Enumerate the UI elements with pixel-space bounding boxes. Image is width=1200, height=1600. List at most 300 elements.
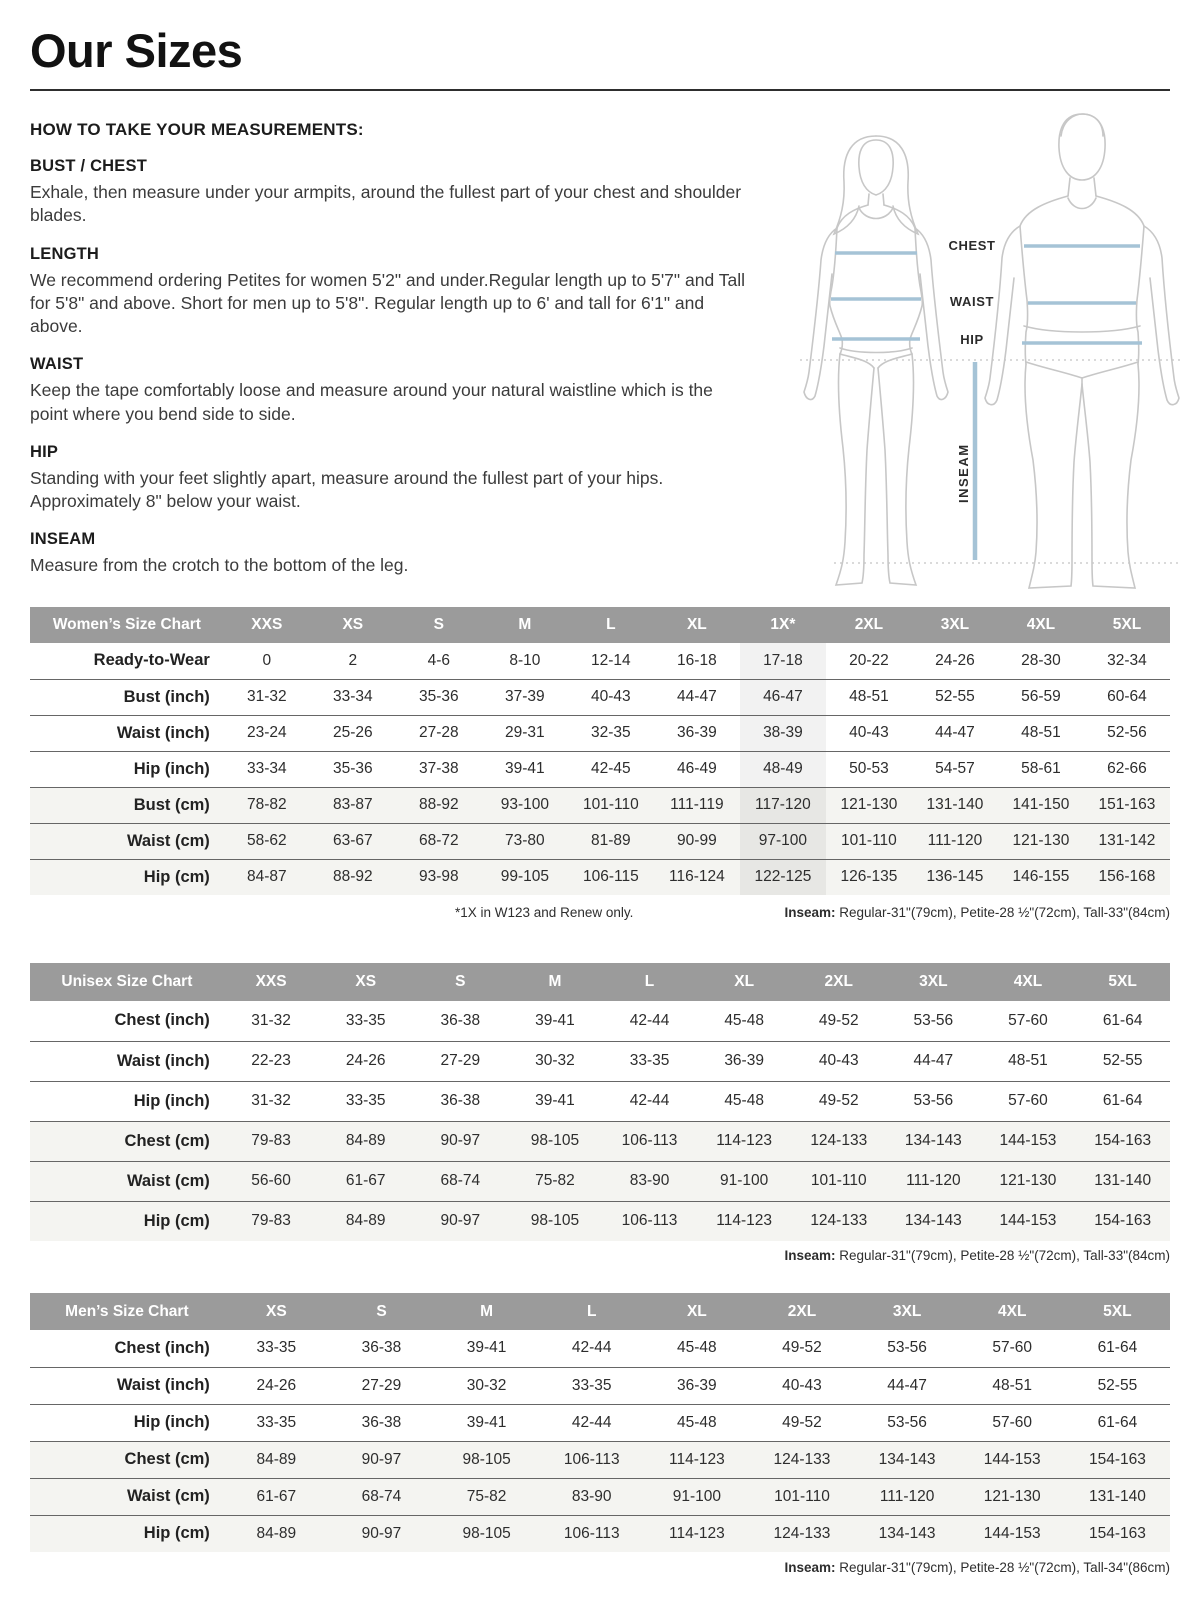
size-cell: 45-48 [724,1011,764,1029]
size-table [30,607,1170,895]
size-cell: 114-123 [668,1524,725,1542]
size-cell: 44-47 [677,688,717,705]
size-cell: 121-130 [999,1172,1057,1189]
size-cell: 37-39 [505,688,545,705]
size-cell: 98-105 [530,1212,580,1230]
column-header: XL [644,1293,749,1330]
size-table [30,963,1170,1241]
size-cell: 58-61 [1021,760,1061,777]
size-cell: 24-26 [256,1376,297,1394]
size-cell: 28-30 [1021,651,1061,669]
size-cell: 16-18 [677,651,717,669]
size-cell: 111-120 [927,832,983,849]
man-shoulder-left [1020,196,1068,226]
section-title: WAIST [30,355,84,374]
table-row [30,643,1170,679]
size-cell: 2 [348,651,358,669]
size-cell: 33-34 [332,688,373,705]
size-cell: 156-168 [1098,868,1156,886]
inseam-label: INSEAM [956,443,971,503]
column-header: M [482,607,568,643]
size-cell: 134-143 [878,1524,936,1542]
section-body: Keep the tape comfortably loose and measure around your natural waistline which is the point where you bend side to side. [30,380,713,424]
size-cell: 99-105 [500,868,549,886]
column-header: XL [654,607,740,643]
size-cell: 114-123 [668,1450,725,1468]
table-row [30,1201,1170,1241]
size-cell: 84-89 [345,1132,386,1149]
row-label: Chest (inch) [114,1338,210,1357]
size-cell: 98-105 [462,1450,511,1468]
size-cell: 31-32 [246,688,287,705]
size-cell: 131-140 [1094,1172,1152,1189]
size-cell: 23-24 [246,724,287,741]
section-title: HIP [30,442,59,461]
woman-neckline [859,208,893,219]
size-cell: 84-89 [256,1450,297,1468]
size-cell: 56-60 [251,1172,291,1189]
size-cell: 141-150 [1012,796,1070,813]
header-row [30,1293,1170,1330]
woman-briefs [840,354,912,368]
size-cell: 134-143 [904,1132,962,1149]
size-cell: 114-123 [716,1132,773,1149]
woman-briefs-top [840,348,912,353]
size-cell: 20-22 [849,651,889,669]
size-cell: 124-133 [773,1450,831,1468]
size-cell: 40-43 [849,724,889,741]
table-row [30,1041,1170,1081]
row-label: Ready-to-Wear [93,651,210,670]
size-cell: 134-143 [904,1212,962,1230]
size-cell: 154-163 [1094,1212,1152,1230]
size-cell: 37-38 [419,760,459,777]
row-label: Chest (cm) [124,1131,210,1150]
size-cell: 106-113 [621,1212,678,1230]
size-cell: 124-133 [810,1212,868,1230]
size-cell: 81-89 [591,832,631,849]
size-cell: 62-66 [1107,760,1147,777]
inseam-note-label: Inseam: [784,1560,836,1575]
section-waist [30,355,752,426]
column-header: S [329,1293,434,1330]
size-cell: 17-18 [740,643,826,679]
row-label: Hip (cm) [143,867,210,886]
size-cell: 45-48 [677,1339,717,1357]
size-cell: 154-163 [1094,1132,1152,1149]
man-arm-right [1144,226,1179,405]
size-cell: 154-163 [1088,1450,1146,1468]
size-cell: 46-49 [677,760,717,777]
size-cell: 106-113 [563,1524,620,1542]
size-cell: 48-51 [1008,1052,1048,1069]
size-cell: 33-35 [256,1339,297,1357]
size-cell: 101-110 [583,796,639,813]
table-title: Women’s Size Chart [30,607,224,643]
inseam-note-label: Inseam: [784,905,836,920]
size-cell: 151-163 [1098,796,1156,813]
size-cell: 73-80 [505,832,545,849]
womens-table-footnote [30,905,1170,920]
section-title: LENGTH [30,244,100,263]
table-row [30,823,1170,859]
size-cell: 88-92 [332,868,373,886]
size-cell: 121-130 [1012,832,1070,849]
size-cell: 91-100 [672,1487,721,1505]
size-cell: 25-26 [332,724,373,741]
row-label: Hip (inch) [133,759,210,778]
size-cell: 53-56 [913,1011,954,1029]
man-leg-right [1082,364,1139,588]
size-cell: 79-83 [251,1212,291,1230]
size-cell: 39-41 [505,760,545,777]
row-label: Hip (inch) [133,1413,210,1431]
column-header: 4XL [960,1293,1065,1330]
column-header: 2XL [791,963,886,1001]
row-label: Waist (inch) [116,723,210,742]
inseam-note-label: Inseam: [784,1248,836,1263]
size-cell: 44-47 [935,724,975,741]
column-header: 1X* [740,607,826,643]
row-label: Hip (cm) [143,1524,210,1543]
column-header: 5XL [1084,607,1170,643]
size-cell: 93-100 [500,796,549,813]
size-cell: 61-64 [1102,1092,1143,1109]
header-row [30,607,1170,643]
size-cell: 44-47 [913,1052,954,1069]
size-cell: 106-113 [563,1450,620,1468]
size-cell: 36-38 [440,1011,481,1029]
man-figure [985,114,1179,588]
size-cell: 61-67 [256,1487,297,1505]
table-row [30,787,1170,823]
column-header: L [539,1293,644,1330]
size-cell: 61-64 [1097,1339,1138,1357]
man-neckline [1068,198,1096,209]
column-header: L [568,607,654,643]
one-x-note: *1X in W123 and Renew only. [455,905,634,920]
column-header: XS [310,607,396,643]
section-inseam [30,530,752,577]
size-cell: 134-143 [878,1450,936,1468]
size-cell: 49-52 [782,1339,822,1357]
size-cell: 27-28 [419,724,459,741]
size-cell: 52-55 [1102,1052,1143,1069]
size-cell: 48-49 [740,751,826,787]
size-cell: 45-48 [724,1092,764,1109]
size-cell: 154-163 [1088,1524,1146,1542]
row-label: Waist (cm) [126,1487,210,1505]
section-title: BUST / CHEST [30,157,147,175]
column-header: L [602,963,697,1001]
column-header: S [396,607,482,643]
size-cell: 52-55 [1097,1376,1138,1394]
size-cell: 88-92 [419,796,459,813]
woman-face [859,140,893,195]
inseam-note-text: Regular-31"(79cm), Petite-28 ½"(72cm), Tall-34"(86cm) [835,1560,1170,1575]
section-body: Standing with your feet slightly apart, measure around the fullest part of your hips. Approximately 8" below your waist. [30,467,664,512]
table-row [30,751,1170,787]
size-cell: 63-67 [332,832,373,849]
column-header: 5XL [1075,963,1170,1001]
man-shoulder-right [1096,196,1144,226]
section-bust-chest [30,157,752,228]
size-cell: 68-72 [419,832,459,849]
size-cell: 44-47 [887,1376,927,1394]
section-length [30,245,752,339]
size-cell: 53-56 [887,1339,927,1357]
size-cell: 58-62 [246,832,287,849]
size-cell: 131-142 [1098,832,1156,849]
size-cell: 90-99 [677,832,717,849]
row-label: Waist (inch) [116,1051,210,1070]
size-cell: 35-36 [419,688,459,705]
size-cell: 39-41 [535,1092,575,1109]
woman-torso-right [910,228,923,354]
size-cell: 42-44 [571,1413,612,1431]
woman-torso-left [830,228,843,354]
woman-leg-right [878,354,916,585]
woman-leg-left [836,354,874,585]
size-cell: 40-43 [591,688,631,705]
section-body: Exhale, then measure under your armpits, around the fullest part of your chest and shoulder blades. [30,182,742,226]
table-title: Men’s Size Chart [30,1293,224,1330]
size-cell: 90-97 [361,1450,402,1468]
size-cell: 136-145 [926,868,984,886]
unisex-inseam-note [784,1248,1170,1263]
size-cell: 111-120 [879,1487,935,1505]
row-label: Bust (cm) [133,795,210,814]
size-cell: 111-120 [906,1172,961,1189]
table-row [30,1404,1170,1441]
size-cell: 83-90 [571,1487,612,1505]
table-row [30,1478,1170,1515]
size-cell: 131-140 [926,796,984,813]
table-row [30,1441,1170,1478]
size-cell: 36-38 [361,1339,402,1357]
man-hair [1061,114,1103,136]
size-cell: 106-115 [583,868,639,886]
row-label: Waist (inch) [116,1376,210,1394]
size-cell: 61-67 [345,1172,386,1189]
size-cell: 98-105 [530,1132,580,1149]
unisex-size-chart [30,963,1170,1241]
table-row [30,1001,1170,1041]
column-header: 5XL [1065,1293,1170,1330]
size-cell: 36-39 [677,724,717,741]
title-divider [30,89,1170,91]
size-cell: 30-32 [535,1052,575,1069]
size-cell: 42-45 [591,760,631,777]
size-cell: 91-100 [720,1172,769,1189]
size-table [30,1293,1170,1552]
size-cell: 116-124 [669,868,725,886]
size-cell: 36-39 [677,1376,717,1394]
size-cell: 42-44 [629,1092,670,1109]
row-label: Waist (cm) [126,1171,210,1190]
column-header: 3XL [886,963,981,1001]
section-title: INSEAM [30,530,96,549]
column-header: 4XL [981,963,1076,1001]
size-cell: 30-32 [466,1376,507,1394]
size-cell: 83-87 [332,796,373,813]
column-header: S [413,963,508,1001]
column-header: XS [224,1293,329,1330]
header-row [30,963,1170,1001]
size-cell: 39-41 [466,1413,507,1431]
table-row [30,859,1170,895]
size-cell: 35-36 [332,760,373,777]
table-title: Unisex Size Chart [30,963,224,1001]
column-header: M [508,963,603,1001]
size-cell: 8-10 [509,651,541,669]
size-cell: 40-43 [818,1052,859,1069]
size-cell: 75-82 [535,1172,575,1189]
row-label: Bust (inch) [123,687,210,706]
chest-label: CHEST [948,238,996,253]
column-header: XL [697,963,792,1001]
table-row [30,1330,1170,1367]
table-row [30,679,1170,715]
mens-table-footnote [30,1560,1170,1575]
size-cell: 84-89 [345,1212,386,1230]
column-header: XS [318,963,413,1001]
size-cell: 36-38 [440,1092,481,1109]
size-cell: 68-74 [440,1172,481,1189]
size-cell: 61-64 [1097,1413,1138,1431]
size-cell: 27-29 [361,1376,402,1394]
measurement-instructions [30,120,752,578]
size-cell: 90-97 [361,1524,402,1542]
table-row [30,1161,1170,1201]
size-cell: 97-100 [740,823,826,859]
table-row [30,1081,1170,1121]
size-cell: 93-98 [419,868,459,886]
size-cell: 40-43 [782,1376,822,1394]
size-cell: 36-39 [724,1052,764,1069]
size-cell: 114-123 [716,1212,773,1230]
size-cell: 101-110 [810,1172,867,1189]
size-cell: 33-35 [345,1011,386,1029]
size-cell: 75-82 [466,1487,507,1505]
section-body: We recommend ordering Petites for women 5'2" and under.Regular length up to 5'7" and Tall for 5'8" and above. Short for men up to 5'8". Regular length up to 6' and tall for 6'1" and above. [30,269,745,337]
section-hip [30,443,752,514]
size-cell: 121-130 [983,1487,1041,1505]
mens-inseam-note [784,1560,1170,1575]
row-label: Chest (inch) [114,1011,210,1030]
womens-size-chart [30,607,1170,895]
size-cell: 48-51 [992,1376,1033,1394]
size-cell: 49-52 [818,1011,859,1029]
size-cell: 57-60 [1008,1011,1048,1029]
size-cell: 52-55 [935,688,975,705]
size-cell: 57-60 [1008,1092,1048,1109]
table-row [30,1121,1170,1161]
size-cell: 32-35 [591,724,631,741]
size-cell: 98-105 [462,1524,511,1542]
body-figures-illustration [782,110,1200,592]
size-cell: 90-97 [440,1212,481,1230]
size-cell: 42-44 [629,1011,670,1029]
size-cell: 144-153 [983,1524,1041,1542]
size-cell: 31-32 [251,1092,291,1109]
size-cell: 68-74 [361,1487,402,1505]
row-label: Chest (cm) [124,1450,210,1468]
size-cell: 29-31 [505,724,545,741]
size-cell: 146-155 [1012,868,1070,886]
size-cell: 78-82 [246,796,287,813]
size-cell: 33-35 [571,1376,612,1394]
size-cell: 22-23 [251,1052,291,1069]
size-cell: 101-110 [841,832,897,849]
column-header: M [434,1293,539,1330]
mens-size-chart [30,1293,1170,1552]
size-cell: 83-90 [629,1172,670,1189]
size-cell: 61-64 [1102,1011,1143,1029]
measurement-diagram [782,110,1200,592]
size-cell: 24-26 [935,651,975,669]
size-cell: 50-53 [849,760,889,777]
size-cell: 57-60 [992,1339,1033,1357]
column-header: 4XL [998,607,1084,643]
hip-label: HIP [960,332,984,347]
size-cell: 101-110 [774,1487,830,1505]
size-cell: 56-59 [1021,688,1061,705]
row-label: Hip (cm) [143,1211,210,1230]
column-header: XXS [224,607,310,643]
size-cell: 121-130 [840,796,898,813]
inseam-note-text: Regular-31"(79cm), Petite-28 ½"(72cm), Tall-33"(84cm) [835,1248,1170,1263]
table-row [30,715,1170,751]
size-cell: 48-51 [1021,724,1061,741]
size-cell: 49-52 [782,1413,822,1431]
instructions-heading: HOW TO TAKE YOUR MEASUREMENTS: [30,120,364,139]
size-cell: 144-153 [983,1450,1041,1468]
size-cell: 0 [262,651,272,669]
size-cell: 4-6 [427,651,451,669]
column-header: 3XL [855,1293,960,1330]
size-cell: 39-41 [466,1339,507,1357]
size-cell: 106-113 [621,1132,678,1149]
column-header: 3XL [912,607,998,643]
waist-label: WAIST [949,294,995,309]
size-cell: 57-60 [992,1413,1033,1431]
size-cell: 52-56 [1107,724,1147,741]
size-cell: 60-64 [1107,688,1147,705]
size-cell: 54-57 [935,760,975,777]
column-header: 2XL [826,607,912,643]
size-cell: 144-153 [999,1132,1057,1149]
size-cell: 79-83 [251,1132,291,1149]
size-cell: 45-48 [677,1413,717,1431]
size-cell: 33-34 [246,760,287,777]
size-cell: 38-39 [740,715,826,751]
size-cell: 124-133 [810,1132,868,1149]
title-block [30,24,1170,91]
table-row [30,1515,1170,1552]
size-cell: 53-56 [887,1413,927,1431]
womens-inseam-note [784,905,1170,920]
column-header: 2XL [749,1293,854,1330]
size-cell: 144-153 [999,1212,1057,1230]
size-cell: 36-38 [361,1413,402,1431]
size-cell: 27-29 [440,1052,481,1069]
size-cell: 111-119 [670,796,724,813]
size-cell: 48-51 [849,688,889,705]
unisex-table-footnote [30,1248,1170,1263]
man-waistband [1024,326,1140,332]
section-body: Measure from the crotch to the bottom of the leg. [30,555,409,576]
